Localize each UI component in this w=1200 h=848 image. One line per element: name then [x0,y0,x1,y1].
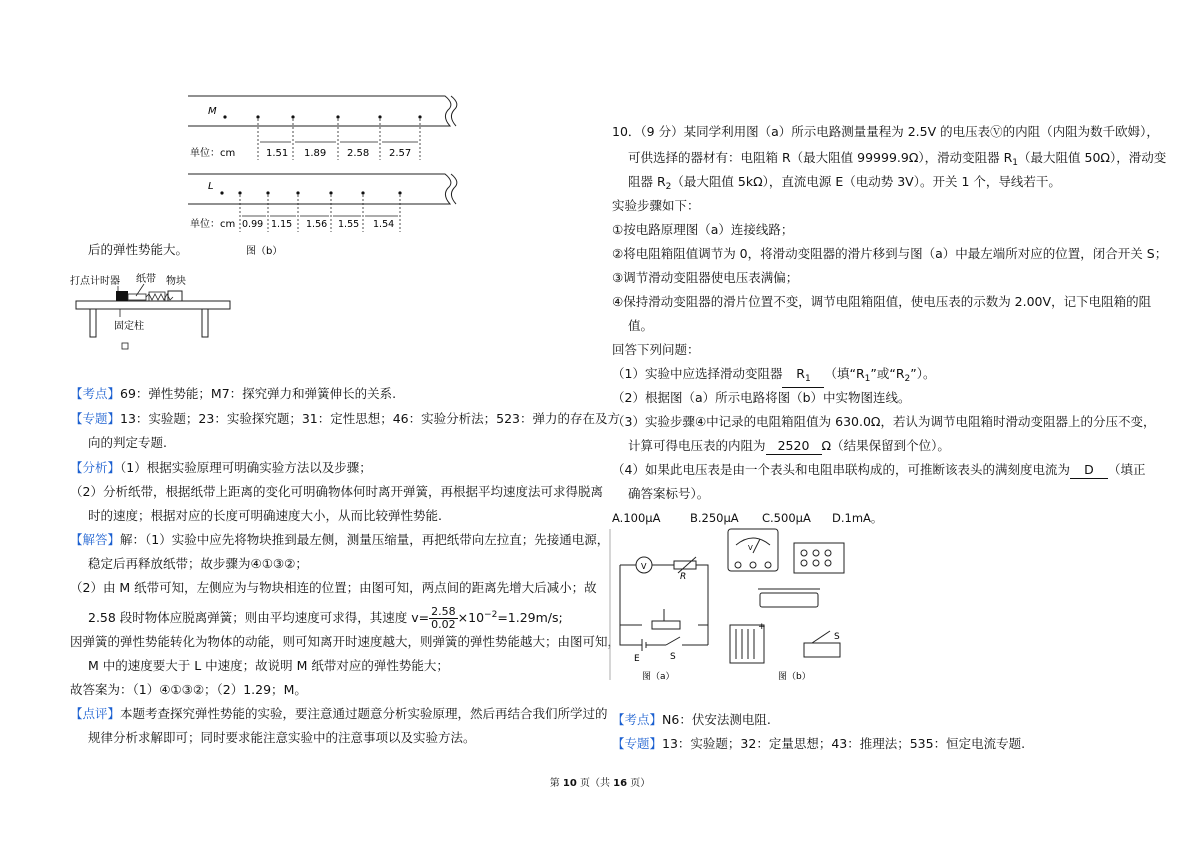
tape-m-value: 1.89 [304,148,327,159]
option: C.500μA [762,511,811,525]
dianping-line: 【点评】本题考查探究弹性势能的实验，要注意通过题意分析实验原理，然后再结合我们所学过的 [70,706,608,721]
answer-blank: D [1070,462,1108,479]
tape-l-value: 1.56 [306,219,328,230]
text-line: 故答案为：（1）④①③②；（2）1.29；M。 [70,682,307,697]
dianping-tag: 【点评】 [70,706,121,721]
tape-m-value: 1.51 [266,148,289,159]
voltmeter-label: V [641,562,647,571]
answer-blank: $R_1$ [782,366,824,388]
pillar-label: 固定柱 [114,321,144,332]
jieda-tag: 【解答】 [70,532,121,547]
question-line: 10．（9 分）某同学利用图（a）所示电路测量量程为 2.5V 的电压表Ⓥ的内阻（内阻为数千欧姆）， [612,124,1159,139]
step-line: ①按电路原理图（a）连接线路； [612,222,794,237]
option: D.1mA。 [832,511,883,525]
option: B.250μA [690,511,739,525]
text-line: 回答下列问题： [612,342,700,357]
timer-label: 打点计时器 [70,276,120,287]
text-line: 规律分析求解即可；同时要求能注意实验中的注意事项以及实验方法。 [88,730,476,745]
tape-m-value: 2.58 [347,148,370,159]
circuit-figure [608,525,870,685]
text-line: 因弹簧的弹性势能转化为物体的动能，则可知离开时速度越大，则弹簧的弹性势能越大；由图可知， [70,634,621,649]
tape-l-label: L [208,181,214,192]
text-line: （2）由 M 纸带可知，左侧应为与物块相连的位置；由图可知，两点间的距离先增大后减小；故 [70,580,597,595]
step-line: ④保持滑动变阻器的滑片位置不变，调节电阻箱阻值，使电压表的示数为 2.00V，记下电阻箱的阻 [612,294,1152,309]
circuit-b-caption: 图（b） [778,672,811,682]
zhuanti-line: 【专题】13：实验题；23：实验探究题；31：定性思想；46：实验分析法；523：弹力的存在及方 [70,411,620,426]
text-line: 实验步骤如下： [612,198,700,213]
step-line: 值。 [628,318,654,333]
text-line: （2）分析纸带，根据纸带上距离的变化可明确物体何时离开弹簧，再根据平均速度法可求得脱离 [70,484,603,499]
fenxi-line: 【分析】（1）根据实验原理可明确实验方法以及步骤； [70,460,372,475]
kaodian-line: 【考点】N6：伏安法测电阻. [612,712,771,727]
tape-l-value: 1.54 [373,219,395,230]
question-line: 可供选择的器材有：电阻箱 R（最大阻值 99999.9Ω），滑动变阻器 $R_1$（最大阻值 50Ω），滑动变 [628,150,1167,168]
block-label: 物块 [166,276,186,287]
tape-figure-caption: 图（b） [246,246,283,257]
page-footer: 第 10 页（共 16 页） [549,778,651,789]
step-line: ③调节滑动变阻器使电压表满偏； [612,270,799,285]
text-line: 后的弹性势能大。 [88,242,189,257]
kaodian-tag: 【考点】 [70,386,121,401]
tape-l-value: 1.55 [338,219,360,230]
question-line: 阻器 $R_2$（最大阻值 5kΩ），直流电源 E（电动势 3V）。开关 1 个，导线若干。 [628,174,1061,192]
text-line: 向的判定专题. [88,435,167,450]
answer-line: 计算可得电压表的内阻为 2520 Ω（结果保留到个位）。 [628,438,950,453]
answer-line: （3）实验步骤④中记录的电阻箱阻值为 630.0Ω，若认为调节电阻箱时滑动变阻器上的分压不变， [612,414,1156,429]
svg-text:V: V [748,544,753,552]
tape-l-unit: 单位：cm [190,219,236,230]
svg-text:S: S [834,632,840,642]
formula-line: 2.58 段时物体应脱离弹簧；则由平均速度可求得，其速度 v= $\frac{2.58}{0.02}$ $\times 10^{-2}=1.29m/s$; [88,605,563,631]
answer-line: 确答案标号）。 [628,486,710,501]
text-line: 时的速度；根据对应的长度可明确速度大小，从而比较弹性势能. [88,508,442,523]
kaodian-line: 【考点】69：弹性势能；M7：探究弹力和弹簧伸长的关系. [70,386,397,401]
tape-label: 纸带 [136,274,156,285]
answer-line: （2）根据图（a）所示电路将图（b）中实物图连线。 [612,390,911,405]
tape-l-value: 0.99 [242,219,264,230]
jieda-line: 【解答】解：（1）实验中应先将物块推到最左侧，测量压缩量，再把纸带向左拉直；先接通电源， [70,532,610,547]
apparatus-figure [70,272,240,352]
page-total: 16 [613,778,628,789]
kaodian-tag: 【考点】 [612,712,663,727]
page-number: 10 [562,778,577,789]
source-label: E [634,654,640,664]
tape-figure [180,92,470,262]
tape-m-label: M [208,106,217,117]
text-line: 稳定后再释放纸带；故步骤为④①③②； [88,556,308,571]
svg-text:+: + [758,622,766,632]
tape-m-value: 2.57 [389,148,412,159]
zhuanti-tag: 【专题】 [612,736,663,751]
switch-label: S [670,652,676,662]
resistor-label: R [680,572,687,582]
zhuanti-line: 【专题】13：实验题；32：定量思想；43：推理法；535：恒定电流专题. [612,736,1026,751]
zhuanti-tag: 【专题】 [70,411,121,426]
text-line: M 中的速度要大于 L 中速度；故说明 M 纸带对应的弹性势能大； [88,658,449,673]
tape-m-unit: 单位：cm [190,148,236,159]
step-line: ②将电阻箱阻值调节为 0，将滑动变阻器的滑片移到与图（a）中最左端所对应的位置，闭合开关 S； [612,246,1168,261]
answer-blank: 2520 [766,438,822,455]
option: A.100μA [612,511,661,525]
velocity-fraction: $\frac{2.58}{0.02}$ [431,605,456,631]
tape-l-value: 1.15 [271,219,293,230]
circuit-a-caption: 图（a） [642,672,675,682]
answer-line: （1）实验中应选择滑动变阻器 $R_1$ （填“$R_1$”或“$R_2$”）。 [612,366,935,388]
fenxi-tag: 【分析】 [70,460,121,475]
answer-line: （4）如果此电压表是由一个表头和电阻串联构成的，可推断该表头的满刻度电流为 D （填正 [612,462,1146,477]
